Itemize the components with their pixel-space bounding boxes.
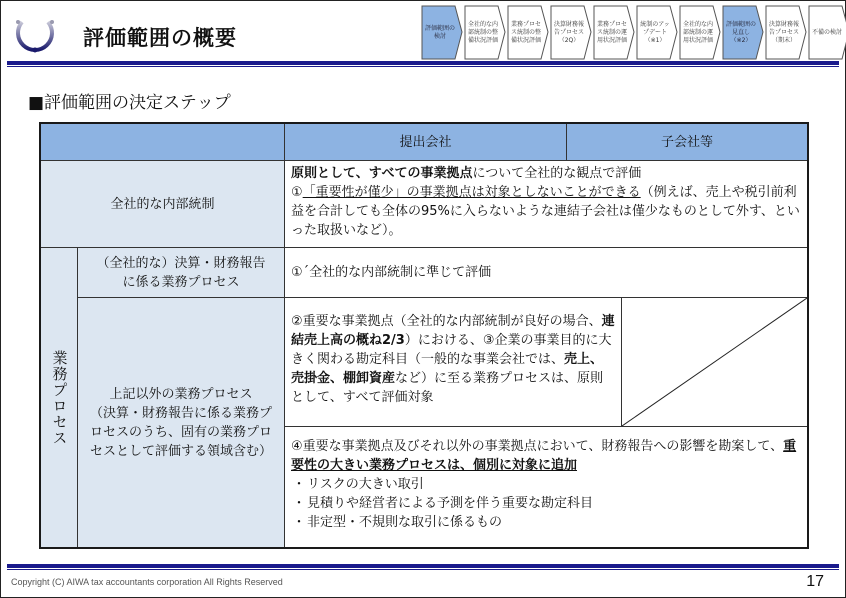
step-company-operation [679,5,721,60]
step-label: 評価範囲の見直し（※2） [725,21,756,44]
step-label: 全社的な内部統制の整備状況評価 [467,21,498,44]
row-label-closing-process: （全社的な）決算・財務報告に係る業務プロセス [78,248,285,298]
step-company-design [464,5,506,60]
footer-rule-thin [7,569,839,570]
copyright-text: Copyright (C) AIWA tax accountants corporation All Rights Reserved [11,577,283,587]
row-label-other-process: 上記以外の業務プロセス （決算・財務報告に係る業務プロセスのうち、固有の業務プロセスとして評価する領域含む） [78,298,285,547]
header-filing-company: 提出会社 [285,124,567,161]
step-label: 全社的な内部統制の運用状況評価 [682,21,713,44]
page-number: 17 [806,573,824,590]
scope-table [39,122,809,549]
header-rule-thin [7,66,839,67]
other-process-item2-content: ②重要な事業拠点（全社的な内部統制が良好の場合、連結売上高の概ね2/3）における、③企業の事業目的に大きく関わる勘定科目（一般的な事業会社では、売上、売掛金、棚卸資産など）に至る業務プロセスは、原則として、すべて評価対象 [285,298,622,427]
step-label: 業務プロセス統制の運用状況評価 [596,21,627,44]
section-heading: ■評価範囲の決定ステップ [28,93,231,113]
step-label: 統制のアップデート（※1） [640,21,670,44]
subsidiary-not-applicable-cell [622,298,807,427]
step-label: 決算財務報告プロセス（期末） [768,21,799,44]
header-blank-cell [41,124,285,161]
step-control-update [636,5,678,60]
step-scope-revision [722,5,764,60]
step-closing-yearend [765,5,807,60]
diagonal-slash-icon [622,298,807,426]
step-closing-2q [550,5,592,60]
step-deficiency-review [808,5,846,60]
closing-process-content: ①´全社的な内部統制に準じて評価 [285,248,807,298]
header-subsidiaries: 子会社等 [567,124,807,161]
step-label: 業務プロセス統制の整備状況評価 [510,21,541,44]
process-steps [421,5,846,60]
company-level-content [285,161,807,248]
other-process-item4-content: ④重要な事業拠点及びそれ以外の事業拠点において、財務報告への影響を勘案して、重要性の大きい業務プロセスは、個別に対象に追加 ・ リスクの大きい取引 ・ 見積りや経営者による予測を伴う重要な勘定科目 ・ 非定型・不規則な取引に係るもの [285,427,807,547]
bullet-item: ・ 非定型・不規則な取引に係るもの [292,515,503,530]
header-rule [7,61,839,65]
step-label: 評価範囲の検討 [424,25,455,40]
step-process-operation [593,5,635,60]
company-level-item1: ①「重要性が僅少」の事業拠点は対象としないことができる（例えば、売上や税引前利益を合計しても全体の95%に入らないような連結子会社は僅少なものとして外す、といった取扱いなど）。 [291,185,800,238]
company-level-principle: 原則として、すべての事業拠点について全社的な観点で評価 [291,166,642,181]
step-process-design [507,5,549,60]
bullet-item: ・ 見積りや経営者による予測を伴う重要な勘定科目 [292,496,594,511]
step-label: 決算財務報告プロセス（2Q） [553,21,584,44]
footer-rule [7,564,839,568]
aiwa-logo-icon [12,12,58,58]
step-scope-review [421,5,463,60]
step-label: 不備の検討 [811,29,842,36]
business-process-group-label: 業務プロセス [41,248,78,547]
bullet-item: ・ リスクの大きい取引 [292,477,424,492]
row-label-company-level: 全社的な内部統制 [41,161,285,248]
page-title: 評価範囲の概要 [83,26,237,50]
